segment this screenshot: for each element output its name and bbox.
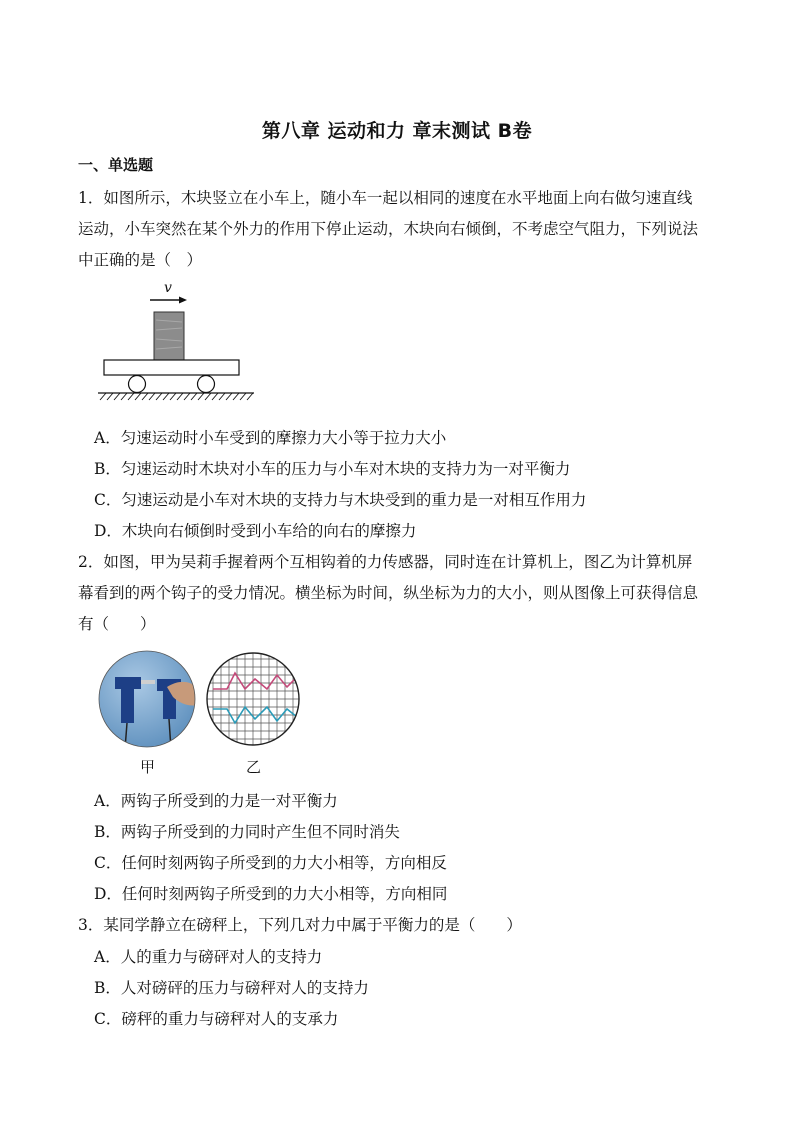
question-1-option-d: D．木块向右倾倒时受到小车给的向右的摩擦力 — [94, 522, 417, 540]
section-heading: 一、单选题 — [78, 156, 154, 174]
question-3-option-b: B．人对磅砰的压力与磅秤对人的支持力 — [94, 979, 369, 997]
arrow-right-icon — [179, 297, 187, 304]
velocity-label: v — [164, 280, 172, 296]
question-2-option-d: D．任何时刻两钩子所受到的力大小相等，方向相同 — [94, 885, 448, 903]
figure-caption-yi: 乙 — [246, 758, 262, 776]
force-graph-screen — [205, 649, 301, 749]
question-3-option-c: C．磅秤的重力与磅秤对人的支承力 — [94, 1010, 339, 1028]
figure-caption-jia: 甲 — [140, 758, 156, 776]
question-1-option-b: B．匀速运动时木块对小车的压力与小车对木块的支持力为一对平衡力 — [94, 460, 571, 478]
question-3-line-1: 3．某同学静立在磅秤上，下列几对力中属于平衡力的是（ ） — [78, 916, 522, 934]
question-2-line-1: 2．如图，甲为吴莉手握着两个互相钩着的力传感器，同时连在计算机上，图乙为计算机屏 — [78, 553, 693, 571]
question-1-option-a: A．匀速运动时小车受到的摩擦力大小等于拉力大小 — [94, 429, 447, 447]
question-2-option-a: A．两钩子所受到的力是一对平衡力 — [94, 792, 338, 810]
question-2-option-c: C．任何时刻两钩子所受到的力大小相等，方向相反 — [94, 854, 447, 872]
cart-block-figure — [96, 278, 256, 406]
cart-wheel — [198, 376, 215, 393]
question-2-line-2: 幕看到的两个钩子的受力情况。横坐标为时间，纵坐标为力的大小，则从图像上可获得信息 — [78, 584, 699, 602]
question-2-option-b: B．两钩子所受到的力同时产生但不同时消失 — [94, 823, 400, 841]
cart-wheel — [129, 376, 146, 393]
force-sensor-photo — [97, 649, 197, 749]
question-1-option-c: C．匀速运动是小车对木块的支持力与木块受到的重力是一对相互作用力 — [94, 491, 587, 509]
cart-body — [104, 360, 239, 375]
page-title: 第八章 运动和力 章末测试 B卷 — [261, 120, 533, 142]
wood-block — [154, 312, 184, 360]
question-2-line-3: 有（ ） — [78, 615, 156, 633]
question-1-line-2: 运动，小车突然在某个外力的作用下停止运动，木块向右倾倒，不考虑空气阻力，下列说法 — [78, 220, 699, 238]
question-1-line-1: 1．如图所示，木块竖立在小车上，随小车一起以相同的速度在水平地面上向右做匀速直线 — [78, 189, 693, 207]
question-1-line-3: 中正确的是（ ） — [78, 251, 203, 269]
question-3-option-a: A．人的重力与磅砰对人的支持力 — [94, 948, 323, 966]
